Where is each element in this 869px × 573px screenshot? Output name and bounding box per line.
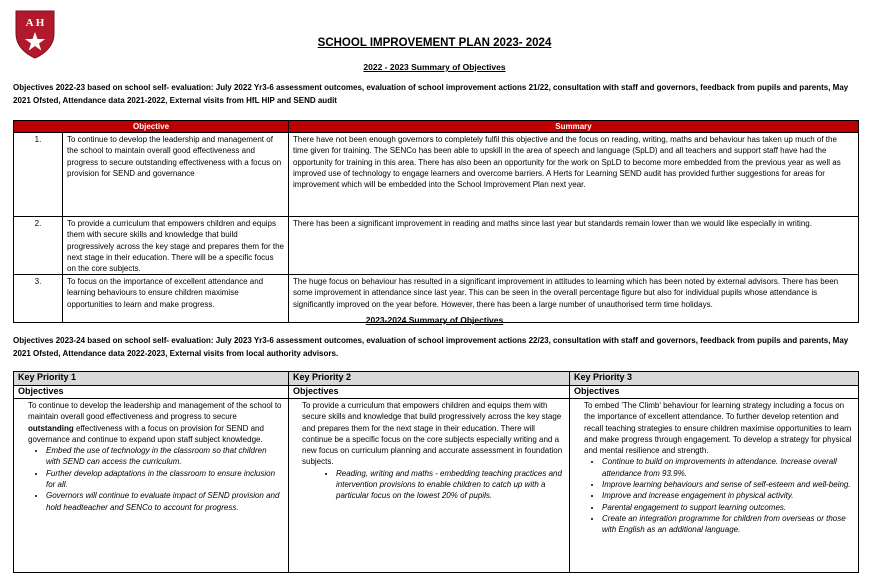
list-item: • Reading, writing and maths - embedding teaching practices and intervention provisions to enable children to catch up with a particular focus on the lowest 20% of pupils. xyxy=(336,468,563,502)
crest-letters: A H xyxy=(25,17,45,29)
list-item: • Continue to build on improvements in attendance. Increase overall attendance from 93.9%. xyxy=(602,456,852,479)
summary-2022-heading: 2022 - 2023 Summary of Objectives xyxy=(363,62,506,72)
key-priority-3-title: Key Priority 3 xyxy=(570,372,859,386)
row-objective: To continue to develop the leadership and management of the school to maintain overall good effectiveness and progress to secure outstanding effectiveness with a focus on provision for SEND and governance xyxy=(63,133,289,217)
key-priority-3-bullets xyxy=(584,456,852,535)
list-item: • Parental engagement to support learning outcomes. xyxy=(602,502,852,513)
objectives-label: Objectives xyxy=(570,386,859,399)
key-priority-3-body xyxy=(570,399,859,573)
table-row xyxy=(14,133,859,217)
summary-2023-heading: 2023-2024 Summary of Objectives xyxy=(365,315,504,325)
summary-2023-intro: Objectives 2023-24 based on school self- evaluation: July 2023 Yr3-6 assessment outcomes, evaluation of school improvement actions 22/23, consultation with staff and governors, feedback from pupils and parents, May 2021 Ofsted, Attendance data 2022-2023, External visits from local authority advisors. xyxy=(13,336,849,358)
page-title: SCHOOL IMPROVEMENT PLAN 2023- 2024 xyxy=(317,37,552,49)
school-crest-icon xyxy=(14,8,56,60)
list-item: • Governors will continue to evaluate impact of SEND provision and hold headteacher and SENCo to account for progress. xyxy=(46,490,282,513)
objective-column-header: Objective xyxy=(14,121,289,133)
key-priorities-table xyxy=(13,371,859,573)
key-priority-2-text: To provide a curriculum that empowers children and equips them with secure skills and knowledge that build progressively across the key stage and prepares them for the next stage in their education. There will continue be a specific focus on the core subjects especially writing and a new focus on curriculum planning and accurate assessment in foundation subjects. xyxy=(302,401,563,467)
key-priority-1-bullets xyxy=(28,445,282,513)
key-priority-3-text: To embed 'The Climb' behaviour for learning strategy including a focus on the importance of excellent attendance. To further develop retention and recall teaching strategies to ensure children maximise opportunities to learn and make progress through engagement. To develop a strategy for physical and mental resilience and strength. xyxy=(584,401,852,456)
key-priority-2-body xyxy=(289,399,570,573)
key-priority-1-text: To continue to develop the leadership and management of the school to maintain overall good effectiveness and progress to secure outstanding effectiveness with a focus on provision for SEND and governance and continue to expand upon staff subject knowledge. xyxy=(28,401,282,444)
list-item: • Improve and increase engagement in physical activity. xyxy=(602,490,852,501)
key-priority-2-bullets xyxy=(302,468,563,502)
row-objective: To focus on the importance of excellent attendance and learning behaviours to ensure children maximise opportunities to learn and make progress. xyxy=(63,275,289,323)
summary-2022-table xyxy=(13,120,859,323)
list-item: • Create an integration programme for children from overseas or those with English as an additional language. xyxy=(602,513,852,536)
list-item: • Embed the use of technology in the classroom so that children with SEND can access the curriculum. xyxy=(46,445,282,468)
list-item: • Improve learning behaviours and sense of self-esteem and well-being. xyxy=(602,479,852,490)
list-item: • Further develop adaptations in the classroom to ensure inclusion for all. xyxy=(46,468,282,491)
objectives-label: Objectives xyxy=(14,386,289,399)
row-summary: There have not been enough governors to completely fulfil this objective and the focus on reading, writing, maths and behaviour has taken up much of the time given for training. The SENCo has been able to upskill in the area of speech and language (SpLD) and all teachers and support staff have had the opportunity for training in this area. There has also been an opportunity for the work on SpLD to become more embedded from the previous year as well as improved use of technology to engage learners and overcome barriers. A Herts for Learning SEND audit has provided further suggestions for areas for improvement which will be embedded into the School Improvement Plan next year. xyxy=(289,133,859,217)
table-row xyxy=(14,217,859,275)
summary-column-header: Summary xyxy=(289,121,859,133)
key-priority-2-title: Key Priority 2 xyxy=(289,372,570,386)
summary-2022-header-row xyxy=(14,121,859,133)
objectives-label: Objectives xyxy=(289,386,570,399)
row-summary: The huge focus on behaviour has resulted in a significant improvement in attitudes to learning which has been noted by external advisors. There has been some improvement in attendance since last year. This can be seen in the overall percentage figure but also for individual pupils whose attendance is significantly improved on the year before. However, there has been a large number of unauthorised term time holidays. xyxy=(289,275,859,323)
objectives-label-row xyxy=(14,386,859,399)
key-priority-1-body xyxy=(14,399,289,573)
row-summary: There has been a significant improvement in reading and maths since last year but standards remain lower than we would like especially in writing. xyxy=(289,217,859,275)
row-number: 1. xyxy=(14,133,63,217)
key-priority-row xyxy=(14,372,859,386)
row-number: 3. xyxy=(14,275,63,323)
summary-2022-intro: Objectives 2022-23 based on school self- evaluation: July 2022 Yr3-6 assessment outcomes, evaluation of school improvement actions 21/22, consultation with staff and governors, feedback from pupils and parents, May 2021 Ofsted, Attendance data 2021-2022, External visits from HfL HIP and SEND audit xyxy=(13,83,849,105)
row-objective: To provide a curriculum that empowers children and equips them with secure skills and knowledge that build progressively across the key stage and prepares them for the next stage in their education. There will be a specific focus on the core subjects. xyxy=(63,217,289,275)
row-number: 2. xyxy=(14,217,63,275)
key-priority-1-title: Key Priority 1 xyxy=(14,372,289,386)
key-priority-body-row xyxy=(14,399,859,573)
